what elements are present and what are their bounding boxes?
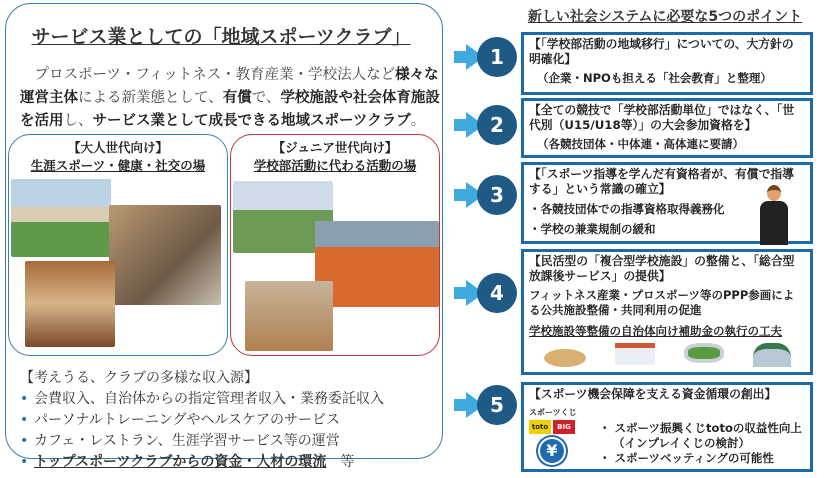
junior-generation-card bbox=[230, 134, 440, 356]
intro-text: プロスポーツ・フィットネス・教育産業・学校法人など bbox=[34, 67, 396, 83]
indoor-hall-photo bbox=[245, 281, 333, 351]
school-building-icon bbox=[615, 343, 655, 365]
adult-title: 生涯スポーツ・健康・社交の場 bbox=[30, 158, 206, 173]
point-box-2 bbox=[521, 98, 813, 158]
junior-label: 【ジュニア世代向け】 bbox=[272, 140, 398, 155]
point-box-4 bbox=[521, 249, 813, 375]
toto-logo: toto bbox=[529, 420, 551, 434]
point-detail: ・各競技団体での指導資格取得義務化 bbox=[529, 202, 725, 216]
gym-photo bbox=[109, 205, 221, 305]
panel-title: サービス業としての「地域スポーツクラブ」 bbox=[31, 26, 411, 48]
point-heading: 【全ての競技で「学校部活動単位」ではなく、「世代別（U15/U18等）」の大会参加資格を】 bbox=[529, 103, 795, 132]
point-detail: フィットネス産業・プロスポーツ等のPPP参画による公共施設整備・共同利用の促進 bbox=[529, 288, 795, 317]
intro-text: 。 bbox=[410, 113, 426, 129]
point-detail: （各競技団体・中体連・高体連に要請） bbox=[537, 137, 744, 151]
gymnasium-icon bbox=[753, 343, 791, 367]
revenue-item: • パーソナルトレーニングやヘルスケアのサービス bbox=[20, 410, 440, 431]
intro-text: 学校施設や社会体育施設を活用 bbox=[20, 90, 440, 129]
intro-text: 様々な運営主体 bbox=[20, 67, 439, 106]
yen-icon: ¥ bbox=[538, 437, 566, 465]
revenue-item: • 会費収入、自治体からの指定管理者収入・業務委託収入 bbox=[20, 389, 440, 410]
point-box-3 bbox=[521, 162, 813, 244]
stadium-icon bbox=[684, 343, 724, 363]
points-title: 新しい社会システムに必要な5つのポイント bbox=[527, 9, 803, 25]
point-detail: ・ スポーツ振興くじtotoの収益性向上 bbox=[599, 421, 802, 435]
point-heading: 【民活型の「複合型学校施設」の整備と、「総合型放課後サービス」の提供】 bbox=[529, 254, 795, 283]
point-detail: ・ スポーツベッティングの可能性 bbox=[599, 451, 774, 465]
point-number-1: 1 bbox=[477, 37, 517, 77]
intro-text: 有償 bbox=[222, 90, 252, 106]
revenue-item: • トップスポーツクラブからの資金・人材の環流 等 bbox=[20, 452, 440, 473]
adult-generation-card bbox=[8, 134, 228, 356]
coach-illustration bbox=[760, 185, 788, 245]
adult-label: 【大人世代向け】 bbox=[67, 140, 168, 155]
point-heading: 【「スポーツ指導を学んだ有資格者が、有償で指導する」という常識の確立】 bbox=[529, 167, 794, 196]
ground-icon bbox=[544, 349, 586, 367]
revenue-sources bbox=[20, 368, 440, 473]
big-logo: BIG bbox=[553, 420, 575, 434]
point-detail: 学校施設等整備の自治体向け補助金の執行の工夫 bbox=[529, 324, 782, 338]
point-detail: （企業・NPOも担える「社会教育」と整理） bbox=[537, 71, 772, 85]
intro-paragraph bbox=[20, 64, 440, 133]
point-detail: ・学校の兼業規制の緩和 bbox=[529, 222, 656, 236]
sports-kuji-logo: スポーツくじ bbox=[529, 408, 577, 417]
revenue-heading: 【考えうる、クラブの多様な収入源】 bbox=[20, 370, 258, 386]
restaurant-photo bbox=[25, 261, 115, 347]
point-heading: 【「学校部活動の地域移行」についての、大方針の明確化】 bbox=[529, 37, 794, 66]
point-box-5 bbox=[521, 382, 813, 472]
point-detail: （インプレイくじの検討） bbox=[613, 436, 750, 450]
junior-title: 学校部活動に代わる活動の場 bbox=[253, 158, 417, 173]
intro-text: し、 bbox=[63, 113, 93, 129]
point-number-3: 3 bbox=[477, 175, 517, 215]
intro-text: による新業態として、 bbox=[78, 90, 223, 106]
revenue-item: • カフェ・レストラン、生涯学習サービス等の運営 bbox=[20, 431, 440, 452]
intro-text: で、 bbox=[251, 90, 281, 106]
point-heading: 【スポーツ機会保障を支える資金循環の創出】 bbox=[529, 387, 777, 401]
stadium-photo bbox=[11, 179, 111, 257]
intro-text: サービス業として成長できる地域スポーツクラブ bbox=[92, 113, 411, 129]
point-number-4: 4 bbox=[477, 273, 517, 313]
basketball-court-photo bbox=[315, 221, 439, 307]
point-number-2: 2 bbox=[477, 105, 517, 145]
point-box-1 bbox=[521, 32, 813, 95]
point-number-5: 5 bbox=[477, 385, 517, 425]
